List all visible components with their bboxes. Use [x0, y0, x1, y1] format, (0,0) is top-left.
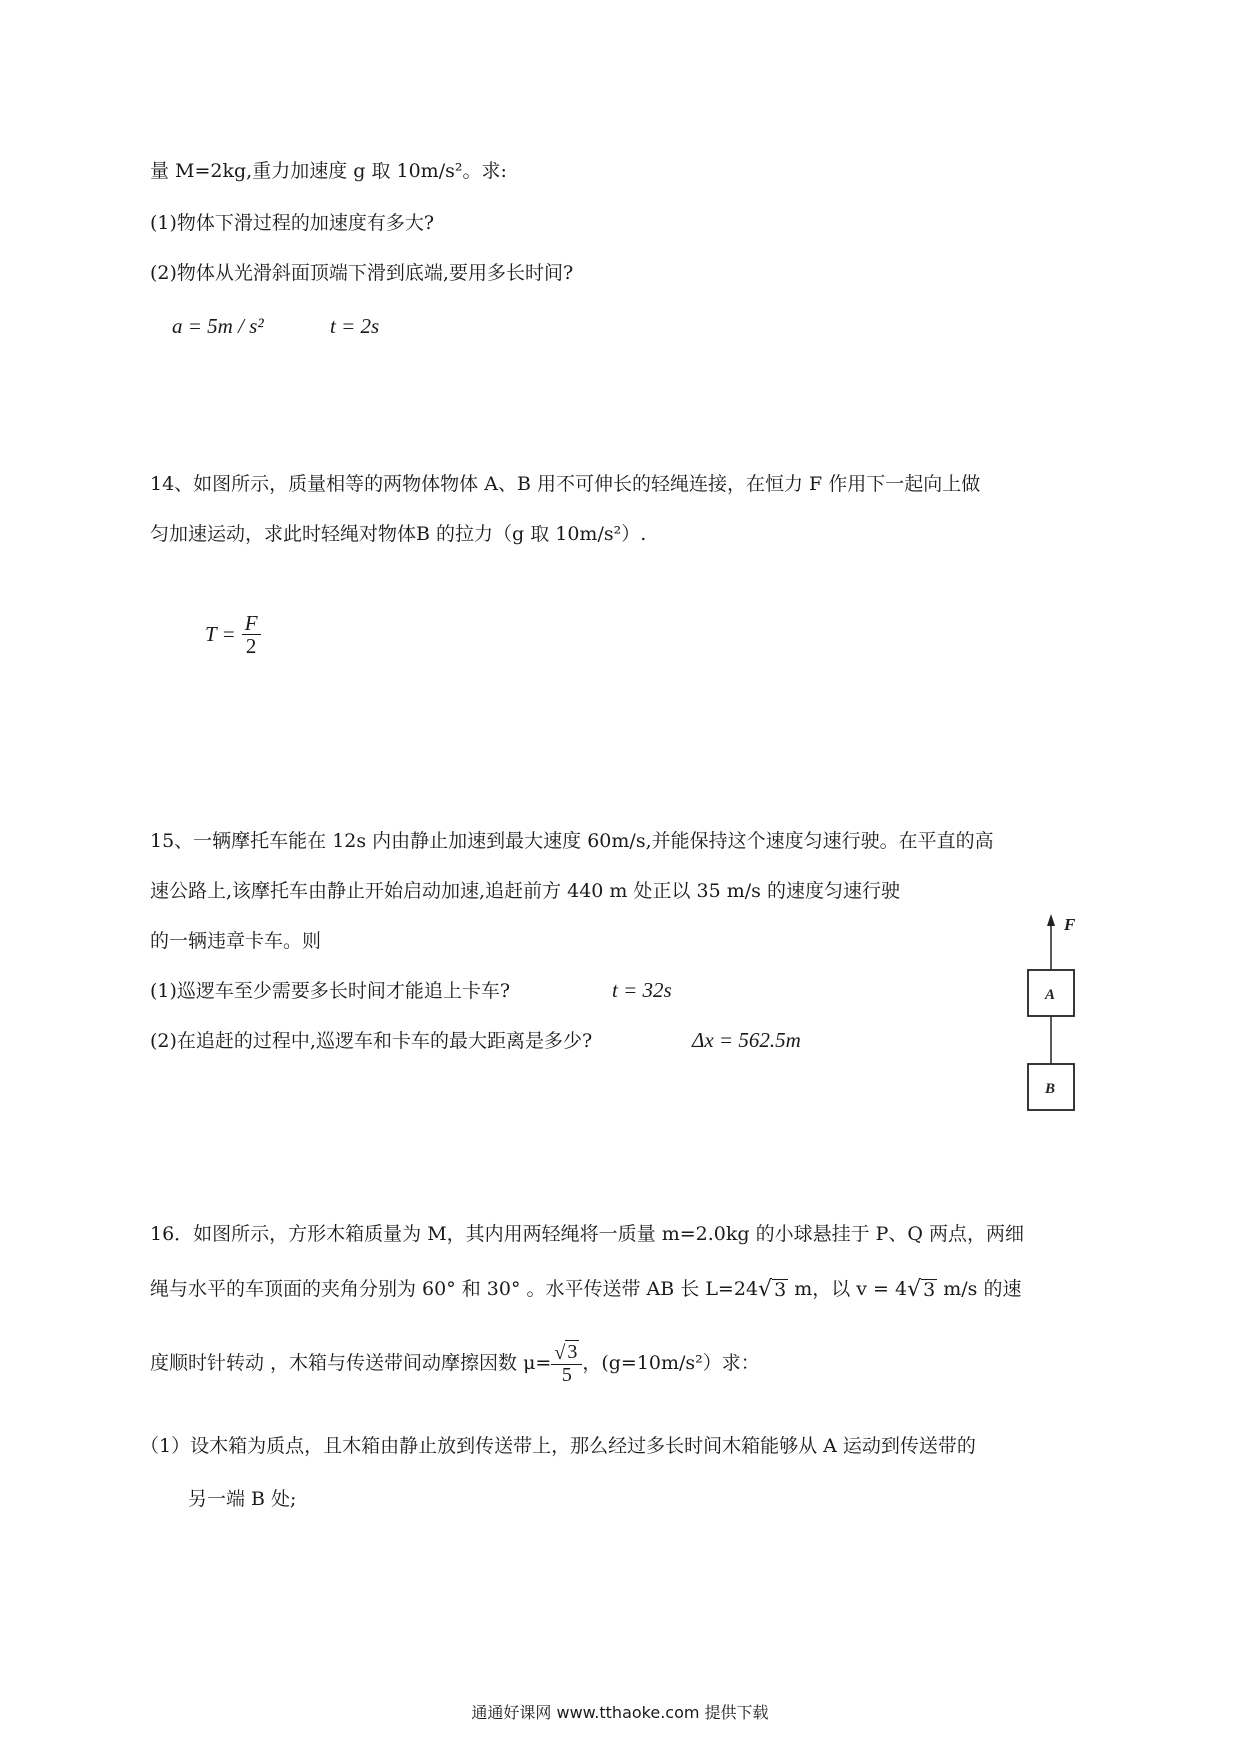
p14-line1: 14、如图所示，质量相等的两物体物体 A、B 用不可伸长的轻绳连接，在恒力 F 作用下一起向上做: [150, 473, 981, 495]
p16-line1: 16．如图所示，方形木箱质量为 M，其内用两轻绳将一质量 m=2.0kg 的小球悬挂于 P、Q 两点，两细: [150, 1223, 1025, 1245]
p15-answer-2: Δx = 562.5m: [692, 1028, 801, 1052]
mu-fraction: [551, 1340, 582, 1386]
sqrt-3-length: √ 3: [758, 1276, 787, 1302]
force-arrow-head: [1047, 914, 1055, 926]
p13-question-2: (2)物体从光滑斜面顶端下滑到底端,要用多长时间?: [150, 262, 574, 284]
blocks-figure: [1010, 908, 1100, 1118]
p13-line1: 量 M=2kg,重力加速度 g 取 10m/s²。求:: [150, 160, 507, 182]
p16-line3: [150, 1340, 760, 1386]
p14-answer: [205, 612, 261, 657]
p15-line1: 15、一辆摩托车能在 12s 内由静止加速到最大速度 60m/s,并能保持这个速度匀速行驶。在平直的高: [150, 830, 994, 852]
p14-answer-fraction: [242, 612, 261, 657]
p13-question-1: (1)物体下滑过程的加速度有多大?: [150, 212, 435, 234]
p15-answer-1: t = 32s: [612, 978, 672, 1002]
block-b-label: B: [1045, 1081, 1056, 1097]
p14-answer-denominator: 2: [245, 634, 257, 659]
p15-question-1: (1)巡逻车至少需要多长时间才能追上卡车?: [150, 980, 511, 1002]
p14-answer-numerator: F: [242, 612, 261, 635]
block-a-label: A: [1045, 987, 1056, 1003]
mu-numerator-radicand: 3: [567, 1341, 578, 1363]
mu-numerator: √ 3: [551, 1340, 582, 1365]
p15-line2: 速公路上,该摩托车由静止开始启动加速,追赶前方 440 m 处正以 35 m/s 的速度匀速行驶: [150, 880, 900, 902]
p14-answer-lhs: T =: [205, 622, 236, 647]
p16-line2: [150, 1278, 1021, 1301]
p16-line3-part-b: ，(g=10m/s²）求：: [582, 1351, 760, 1374]
mu-denominator: 5: [561, 1364, 572, 1386]
force-label: F: [1064, 915, 1076, 934]
p13-answer-a: a = 5m / s²: [172, 314, 264, 338]
p15-question-2: (2)在追赶的过程中,巡逻车和卡车的最大距离是多少?: [150, 1030, 593, 1052]
p16-question-1-line1: （1）设木箱为质点，且木箱由静止放到传送带上，那么经过多长时间木箱能够从 A 运动到传送带的: [140, 1435, 976, 1457]
p15-line3: 的一辆违章卡车。则: [150, 930, 322, 952]
p16-line3-part-a: 度顺时针转动 ，木箱与传送带间动摩擦因数 μ=: [150, 1351, 552, 1374]
page-footer: 通通好课网 www.tthaoke.com 提供下载: [471, 1703, 769, 1722]
p13-answer-t: t = 2s: [330, 314, 380, 338]
p16-line2-part-c: m/s 的速: [937, 1278, 1022, 1300]
p16-line2-part-b: m，以 v = 4: [788, 1278, 908, 1300]
p16-question-1-line2: 另一端 B 处;: [188, 1488, 297, 1510]
sqrt-3-length-radicand: 3: [774, 1278, 787, 1301]
sqrt-3-speed: √ 3: [907, 1276, 936, 1302]
p14-line2: 匀加速运动，求此时轻绳对物体B 的拉力（g 取 10m/s²）.: [150, 523, 647, 545]
sqrt-3-speed-radicand: 3: [923, 1278, 936, 1301]
p16-line2-part-a: 绳与水平的车顶面的夹角分别为 60° 和 30° 。水平传送带 AB 长 L=24: [150, 1278, 759, 1300]
